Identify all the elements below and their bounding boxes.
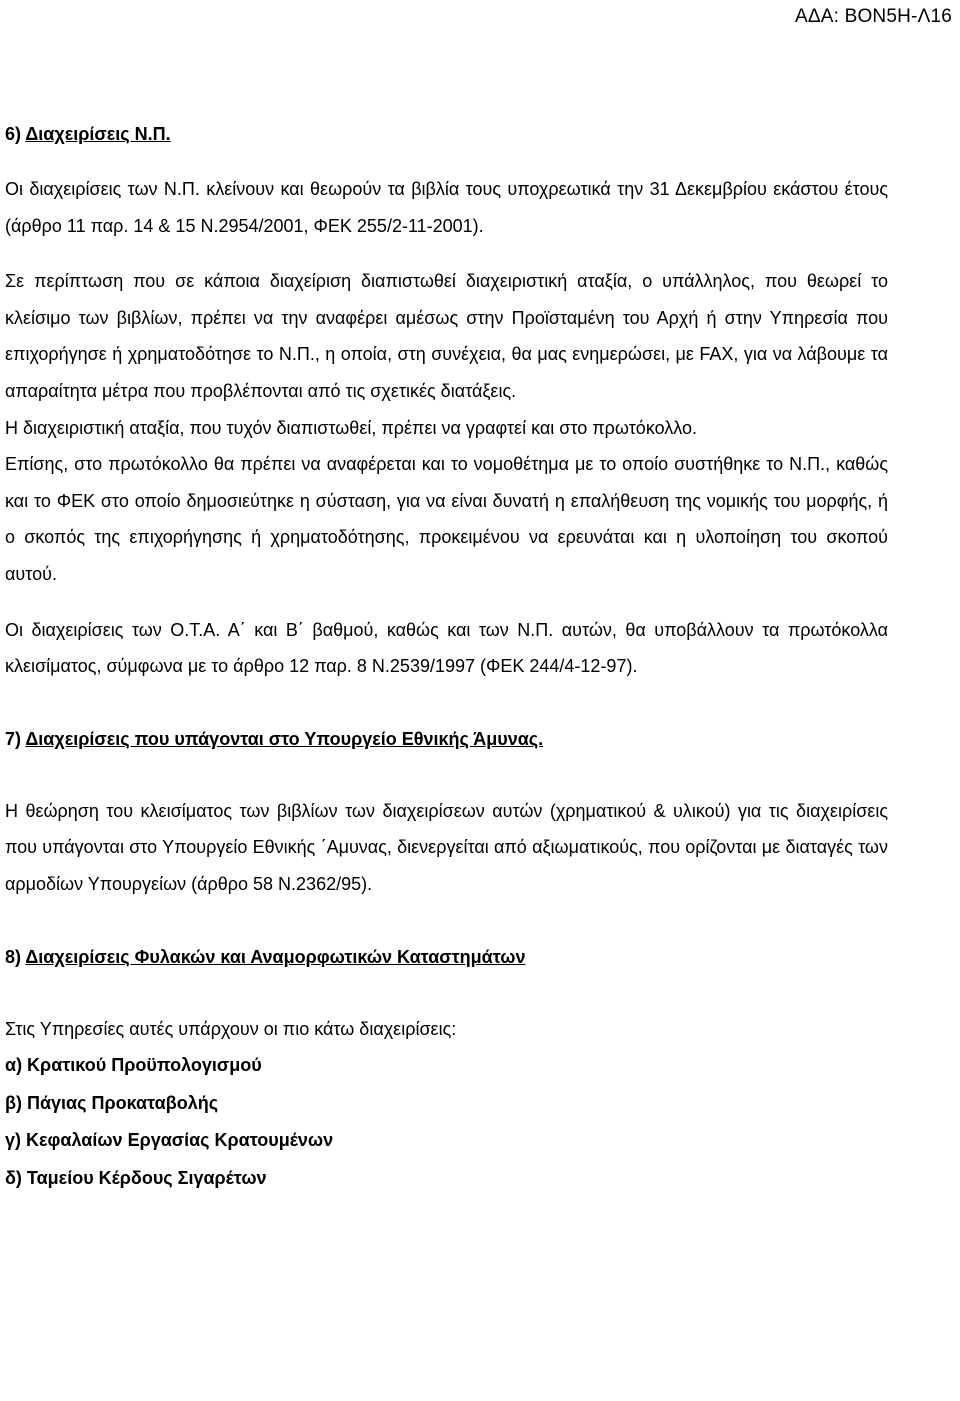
section-6-number: 6) <box>5 124 26 144</box>
section-6-paragraph-5: Οι διαχειρίσεις των Ο.Τ.Α. Α΄ και Β΄ βαθμού, καθώς και των Ν.Π. αυτών, θα υποβάλλουν τα πρωτόκολλα κλεισίματος, σύμφωνα με το άρθρο 12 παρ. 8 Ν.2539/1997 (ΦΕΚ 244/4-12-97). <box>5 619 888 677</box>
section-6-paragraph-4: Επίσης, στο πρωτόκολλο θα πρέπει να αναφέρεται και το νομοθέτημα με το οποίο συστήθηκε το Ν.Π., καθώς και το ΦΕΚ στο οποίο δημοσιεύτηκε η σύσταση, για να είναι δυνατή η επαλήθευση της νομικής του μορφής, ή ο σκοπός της επιχορήγησης ή χρηματοδότησης, προκειμένου να ερευνάται και η υλοποίηση του σκοπού αυτού. <box>5 454 888 584</box>
section-7-paragraph-1: Η θεώρηση του κλεισίματος των βιβλίων των διαχειρίσεων αυτών (χρηματικού & υλικού) για τις διαχειρίσεις που υπάγονται στο Υπουργείο Εθνικής ΄Αμυνας, διενεργείται από αξιωματικούς, που ορίζονται με διαταγές των αρμοδίων Υπουργείων (άρθρο 58 Ν.2362/95). <box>5 800 888 894</box>
list-item: γ) Κεφαλαίων Εργασίας Κρατουμένων <box>5 1130 334 1151</box>
section-8-number: 8) <box>5 946 26 967</box>
section-6-heading <box>5 116 888 152</box>
section-6-paragraph-3: Η διαχειριστική αταξία, που τυχόν διαπιστωθεί, πρέπει να γραφτεί και στο πρωτόκολλο. <box>5 417 698 438</box>
list-item: β) Πάγιας Προκαταβολής <box>5 1092 219 1113</box>
section-7-number: 7) <box>5 728 26 749</box>
section-8-title: Διαχειρίσεις Φυλακών και Αναμορφωτικών Καταστημάτων <box>25 946 526 967</box>
list-item: α) Κρατικού Προϋπολογισμού <box>5 1055 262 1076</box>
document-body <box>5 116 888 1197</box>
section-7-heading <box>5 721 888 757</box>
section-6-title: Διαχειρίσεις Ν.Π. <box>25 124 171 144</box>
section-6-paragraph-1: Οι διαχειρίσεις των Ν.Π. κλείνουν και θεωρούν τα βιβλία τους υποχρεωτικά την 31 Δεκεμβρίου εκάστου έτους (άρθρο 11 παρ. 14 & 15 Ν.2954/2001, ΦΕΚ 255/2-11-2001). <box>5 179 888 236</box>
section-6-paragraph-2: Σε περίπτωση που σε κάποια διαχείριση διαπιστωθεί διαχειριστική αταξία, ο υπάλληλος, που θεωρεί το κλείσιμο των βιβλίων, πρέπει να την αναφέρει αμέσως στην Προϊσταμένη του Αρχή ή στην Υπηρεσία που επιχορήγησε ή χρηματοδότησε το Ν.Π., η οποία, στη συνέχεια, θα μας ενημερώσει, με FAX, για να λάβουμε τα απαραίτητα μέτρα που προβλέπονται από τις σχετικές διατάξεις. <box>5 271 888 401</box>
list-item: δ) Ταμείου Κέρδους Σιγαρέτων <box>5 1167 267 1188</box>
ada-code: ΑΔΑ: ΒΟΝ5Η-Λ16 <box>794 6 952 27</box>
section-8-intro: Στις Υπηρεσίες αυτές υπάρχουν οι πιο κάτω διαχειρίσεις: <box>5 1018 457 1039</box>
section-8-list <box>5 1047 888 1197</box>
section-7-title: Διαχειρίσεις που υπάγονται στο Υπουργείο Εθνικής Άμυνας. <box>25 728 544 749</box>
section-8-heading <box>5 939 888 975</box>
